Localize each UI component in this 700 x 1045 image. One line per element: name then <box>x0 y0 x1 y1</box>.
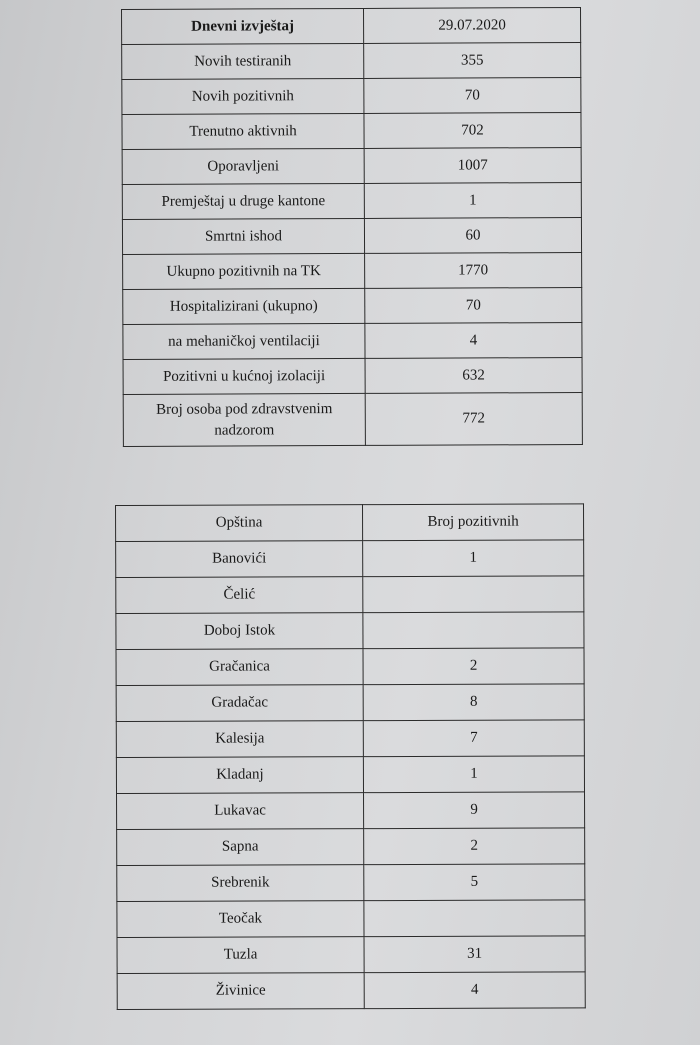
row-label: Pozitivni u kućnoj izolaciji <box>123 358 365 394</box>
municipality-name: Kalesija <box>116 721 363 758</box>
report-date: 29.07.2020 <box>363 7 580 43</box>
row-value: 632 <box>365 357 582 393</box>
row-value: 4 <box>365 322 582 358</box>
table-row <box>117 864 585 902</box>
municipality-name: Sapna <box>117 829 364 866</box>
positive-count: 8 <box>363 684 584 721</box>
municipality-name: Lukavac <box>117 793 364 830</box>
row-label: Ukupno pozitivnih na TK <box>123 253 365 289</box>
table-row <box>116 684 584 722</box>
row-value: 70 <box>364 77 581 113</box>
row-label: Novih pozitivnih <box>122 78 364 114</box>
row-label: Premještaj u druge kantone <box>122 183 364 219</box>
table-row <box>117 936 585 974</box>
row-label: Hospitalizirani (ukupno) <box>123 288 365 324</box>
positive-count: 4 <box>364 972 585 1009</box>
table-row <box>117 792 585 830</box>
municipality-name: Teočak <box>117 901 364 938</box>
row-value: 1007 <box>364 147 581 183</box>
positive-count: 2 <box>363 648 584 685</box>
municipality-name: Banovići <box>116 541 363 578</box>
table-row <box>123 392 582 446</box>
table-header-row <box>122 7 581 44</box>
municipality-name: Čelić <box>116 577 363 614</box>
municipality-name: Srebrenik <box>117 865 364 902</box>
row-value: 772 <box>365 392 582 445</box>
table-row <box>122 217 581 254</box>
row-value: 355 <box>364 42 581 78</box>
report-title: Dnevni izvještaj <box>122 8 364 44</box>
table-row <box>117 900 585 938</box>
municipality-name: Gradačac <box>116 685 363 722</box>
row-label: Oporavljeni <box>122 148 364 184</box>
table-row <box>122 112 581 149</box>
positive-count <box>363 612 584 649</box>
table-row <box>122 77 581 114</box>
table-row <box>117 828 585 866</box>
table-row <box>123 287 582 324</box>
table-row <box>122 147 581 184</box>
row-label: na mehaničkoj ventilaciji <box>123 323 365 359</box>
positive-count: 5 <box>364 864 585 901</box>
positive-count: 1 <box>363 756 584 793</box>
row-value: 70 <box>365 287 582 323</box>
table-row <box>116 612 584 650</box>
table-row <box>116 576 584 614</box>
row-label: Trenutno aktivnih <box>122 113 364 149</box>
row-label: Broj osoba pod zdravstvenim nadzorom <box>123 393 365 446</box>
table-row <box>116 756 584 794</box>
table-row <box>117 972 585 1010</box>
table-row <box>123 252 582 289</box>
positive-count: 31 <box>364 936 585 973</box>
positive-count <box>363 576 584 613</box>
table-row <box>123 322 582 359</box>
daily-report-table <box>121 7 583 447</box>
positive-count: 7 <box>363 720 584 757</box>
positive-count: 2 <box>364 828 585 865</box>
positive-count: 9 <box>364 792 585 829</box>
municipality-name: Kladanj <box>116 757 363 794</box>
row-value: 60 <box>364 217 581 253</box>
table-row <box>116 648 584 686</box>
column-header-municipality: Opština <box>116 505 363 542</box>
row-value: 1770 <box>365 252 582 288</box>
table-row <box>122 182 581 219</box>
row-value: 1 <box>364 182 581 218</box>
row-label: Novih testiranih <box>122 43 364 79</box>
municipality-name: Gračanica <box>116 649 363 686</box>
positive-count <box>364 900 585 937</box>
municipality-name: Doboj Istok <box>116 613 363 650</box>
table-row <box>116 720 584 758</box>
table-header-row <box>116 504 584 542</box>
municipality-name: Živinice <box>117 973 364 1010</box>
table-row <box>122 42 581 79</box>
row-value: 702 <box>364 112 581 148</box>
municipality-table <box>115 503 586 1010</box>
municipality-name: Tuzla <box>117 937 364 974</box>
table-row <box>116 540 584 578</box>
positive-count: 1 <box>363 540 584 577</box>
row-label: Smrtni ishod <box>122 218 364 254</box>
table-row <box>123 357 582 394</box>
column-header-positive-count: Broj pozitivnih <box>363 504 584 541</box>
